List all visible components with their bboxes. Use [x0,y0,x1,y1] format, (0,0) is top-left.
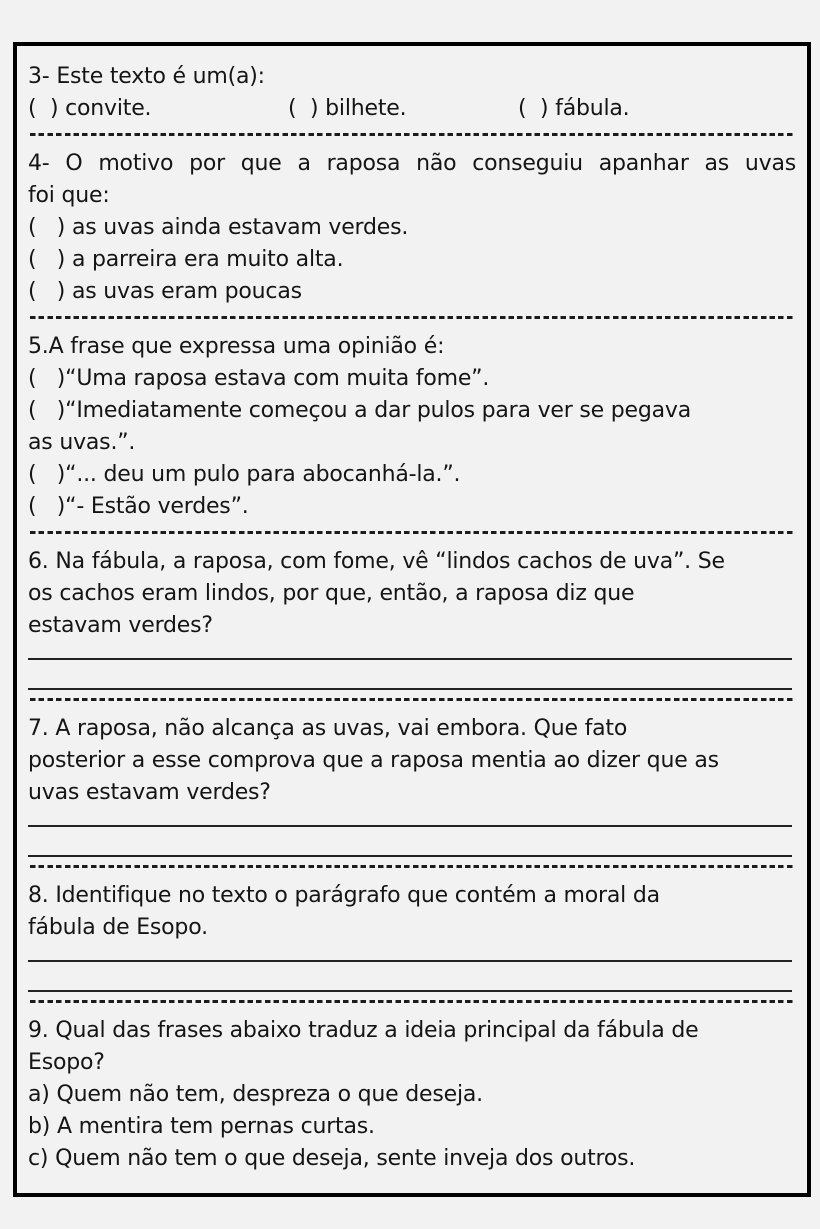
lettered-option: b) A mentira tem pernas curtas. [28,1114,375,1139]
dashed-separator [30,1000,794,1003]
question-title-line: posterior a esse comprova que a raposa mentia ao dizer que as [28,748,719,773]
answer-blank-line [28,962,792,992]
checkbox-option: ( )“Uma raposa estava com muita fome”. [28,366,490,391]
question-title-line: os cachos eram lindos, por que, então, a raposa diz que [28,581,635,606]
dashed-separator [30,133,794,136]
checkbox-option: ( )“- Estão verdes”. [28,494,249,519]
checkbox-option-wrap: as uvas.”. [28,430,136,455]
checkbox-option: ( ) fábula. [518,96,630,121]
lettered-option: a) Quem não tem, despreza o que deseja. [28,1082,483,1107]
question-8 [28,880,796,992]
question-title-line: 6. Na fábula, a raposa, com fome, vê “lindos cachos de uva”. Se [28,549,725,574]
answer-blank-line [28,827,792,857]
question-9 [28,1015,796,1175]
worksheet-box [13,42,811,1197]
question-title-line: 9. Qual das frases abaixo traduz a ideia principal da fábula de [28,1018,699,1043]
question-title-line: foi que: [28,183,110,208]
question-3 [28,61,796,125]
dashed-separator [30,316,794,319]
checkbox-option: ( ) as uvas ainda estavam verdes. [28,215,409,240]
dashed-separator [30,531,794,534]
question-title-line: fábula de Esopo. [28,915,208,940]
checkbox-option: ( ) convite. [28,96,152,121]
question-title: 5.A frase que expressa uma opinião é: [28,334,445,359]
question-title-line: uvas estavam verdes? [28,780,271,805]
answer-blank-line [28,660,792,690]
checkbox-option: ( ) as uvas eram poucas [28,279,302,304]
checkbox-option: ( ) a parreira era muito alta. [28,247,344,272]
question-title-line: 4- O motivo por que a raposa não conseguiu apanhar as uvas [28,151,796,176]
question-title-line: Esopo? [28,1050,105,1075]
question-title-line: estavam verdes? [28,613,213,638]
option-row [28,93,796,125]
question-title-line: 7. A raposa, não alcança as uvas, vai embora. Que fato [28,716,628,741]
question-title-line: 8. Identifique no texto o parágrafo que contém a moral da [28,883,660,908]
checkbox-option: ( )“... deu um pulo para abocanhá-la.”. [28,462,461,487]
question-6 [28,546,796,690]
question-4 [28,148,796,308]
question-5 [28,331,796,523]
dashed-separator [30,698,794,701]
question-7 [28,713,796,857]
checkbox-option: ( ) bilhete. [288,96,407,121]
question-title: 3- Este texto é um(a): [28,64,265,89]
lettered-option: c) Quem não tem o que deseja, sente inveja dos outros. [28,1146,636,1171]
dashed-separator [30,865,794,868]
checkbox-option: ( )“Imediatamente começou a dar pulos para ver se pegava [28,398,692,423]
